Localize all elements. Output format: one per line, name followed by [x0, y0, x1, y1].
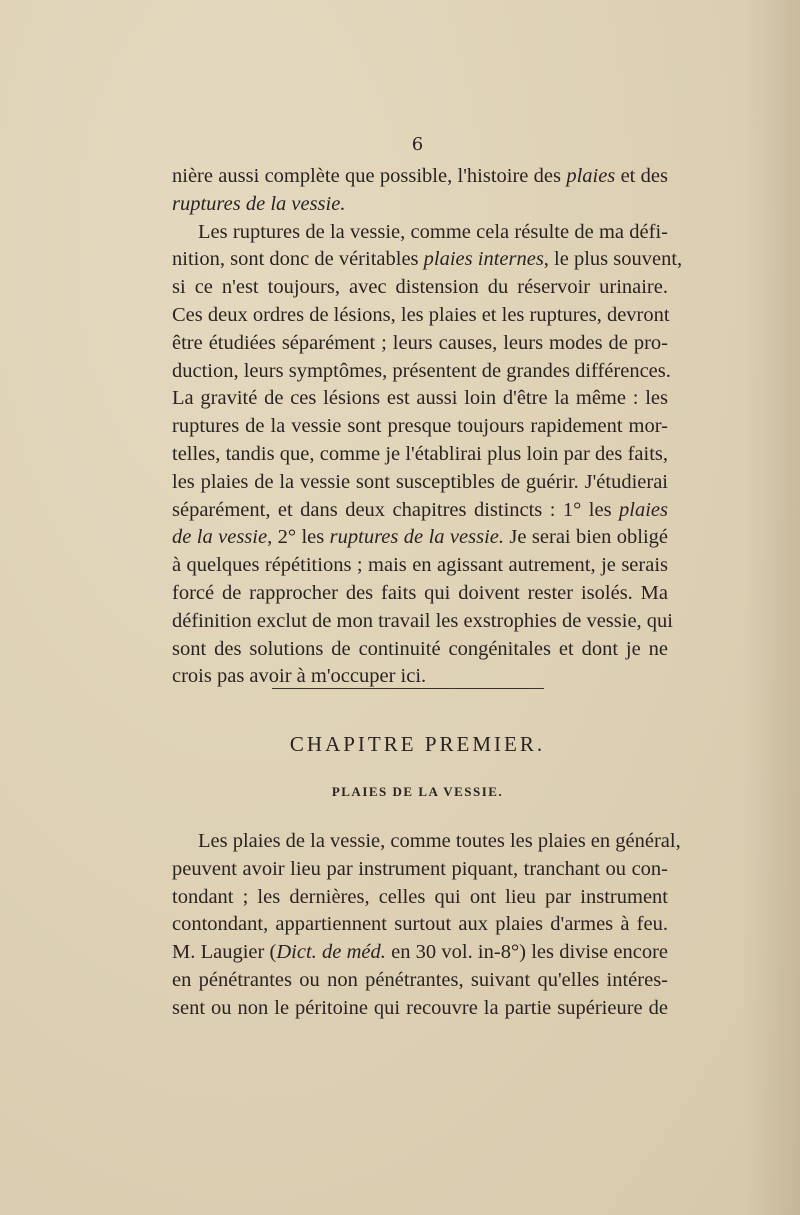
text-line — [172, 995, 668, 1023]
text-run: M. Laugier ( — [172, 941, 277, 964]
text-line — [172, 246, 683, 274]
text-line — [172, 580, 668, 608]
text-line — [172, 385, 668, 413]
text-run: Ces deux ordres de lésions, les plaies et les ruptures, devront — [172, 303, 670, 326]
text-line — [172, 274, 668, 302]
section-title: PLAIES DE LA VESSIE. — [331, 784, 504, 799]
text-line — [172, 413, 668, 441]
text-line — [172, 524, 668, 552]
text-line — [172, 636, 668, 664]
text-line — [172, 497, 668, 525]
text-run: Les plaies de la vessie, comme toutes les plaies en général, — [198, 830, 681, 852]
italic-text: plaies — [619, 498, 668, 521]
text-run: contondant, appartiennent surtout aux plaies d'armes à feu. — [172, 913, 668, 936]
text-run: si ce n'est toujours, avec distension du réservoir urinaire. — [172, 276, 668, 299]
paragraph-block-1 — [172, 163, 683, 691]
text-line — [172, 663, 668, 691]
text-line — [172, 884, 668, 912]
text-line — [172, 163, 668, 191]
text-run: sent ou non le péritoine qui recouvre la partie supérieure de — [172, 996, 668, 1019]
text-run: , 2° les — [267, 526, 330, 549]
text-run: forcé de rapprocher des faits qui doivent rester isolés. Ma — [172, 581, 668, 604]
text-line — [172, 219, 668, 247]
text-line — [172, 967, 668, 995]
text-line — [172, 939, 668, 967]
text-line — [172, 608, 673, 636]
text-run: sont des solutions de continuité congénitales et dont je ne — [172, 637, 668, 660]
italic-text: plaies — [566, 165, 616, 187]
text-run: Je serai bien obligé — [504, 526, 668, 549]
italic-text: ruptures de la vessie. — [329, 526, 505, 549]
text-run: à quelques répétitions ; mais en agissant autrement, je serais — [172, 554, 668, 577]
text-line — [172, 828, 681, 856]
text-run: crois pas avoir à m'occuper ici. — [172, 665, 427, 688]
text-run: telles, tandis que, comme je l'établirai plus loin par des faits, — [172, 442, 668, 465]
italic-text: ruptures de la vessie. — [172, 192, 346, 215]
paragraph-block-2 — [172, 828, 681, 1023]
section-divider-rule — [272, 688, 544, 689]
text-run: tondant ; les dernières, celles qui ont lieu par instrument — [172, 885, 668, 908]
text-run: séparément, et dans deux chapitres distincts : 1° les — [172, 498, 620, 521]
text-run: être étudiées séparément ; leurs causes, leurs modes de pro- — [172, 331, 668, 354]
text-run: et des — [615, 165, 668, 187]
text-run: nition, sont donc de véritables — [172, 248, 424, 271]
text-line — [172, 469, 668, 497]
text-line — [172, 330, 668, 358]
text-line — [172, 441, 668, 469]
text-run: les plaies de la vessie sont susceptibles de guérir. J'étudierai — [172, 470, 668, 493]
text-line — [172, 552, 668, 580]
text-line — [172, 856, 668, 884]
text-run: nière aussi complète que possible, l'histoire des — [172, 165, 567, 187]
text-run: peuvent avoir lieu par instrument piquant, tranchant ou con- — [172, 857, 668, 880]
text-line — [172, 358, 671, 386]
italic-text: de la vessie — [172, 526, 268, 549]
text-run: , le plus souvent, — [543, 248, 683, 271]
page-number: 6 — [411, 134, 424, 155]
italic-text: Dict. de méd. — [276, 941, 386, 964]
text-run: en pénétrantes ou non pénétrantes, suivant qu'elles intéres- — [172, 968, 668, 991]
text-line — [172, 191, 668, 219]
text-run: duction, leurs symptômes, présentent de grandes différences. — [172, 359, 671, 382]
text-run: en 30 vol. in-8°) les divise encore — [385, 941, 669, 964]
text-line — [172, 911, 668, 939]
text-run: Les ruptures de la vessie, comme cela résulte de ma défi- — [198, 220, 668, 243]
text-run: La gravité de ces lésions est aussi loin d'être la même : les — [172, 387, 668, 410]
italic-text: plaies internes — [423, 248, 544, 271]
text-run: définition exclut de mon travail les exstrophies de vessie, qui — [172, 609, 673, 632]
text-line — [172, 302, 668, 330]
text-run: ruptures de la vessie sont presque toujours rapidement mor- — [172, 415, 668, 438]
chapter-title: CHAPITRE PREMIER. — [289, 732, 546, 756]
